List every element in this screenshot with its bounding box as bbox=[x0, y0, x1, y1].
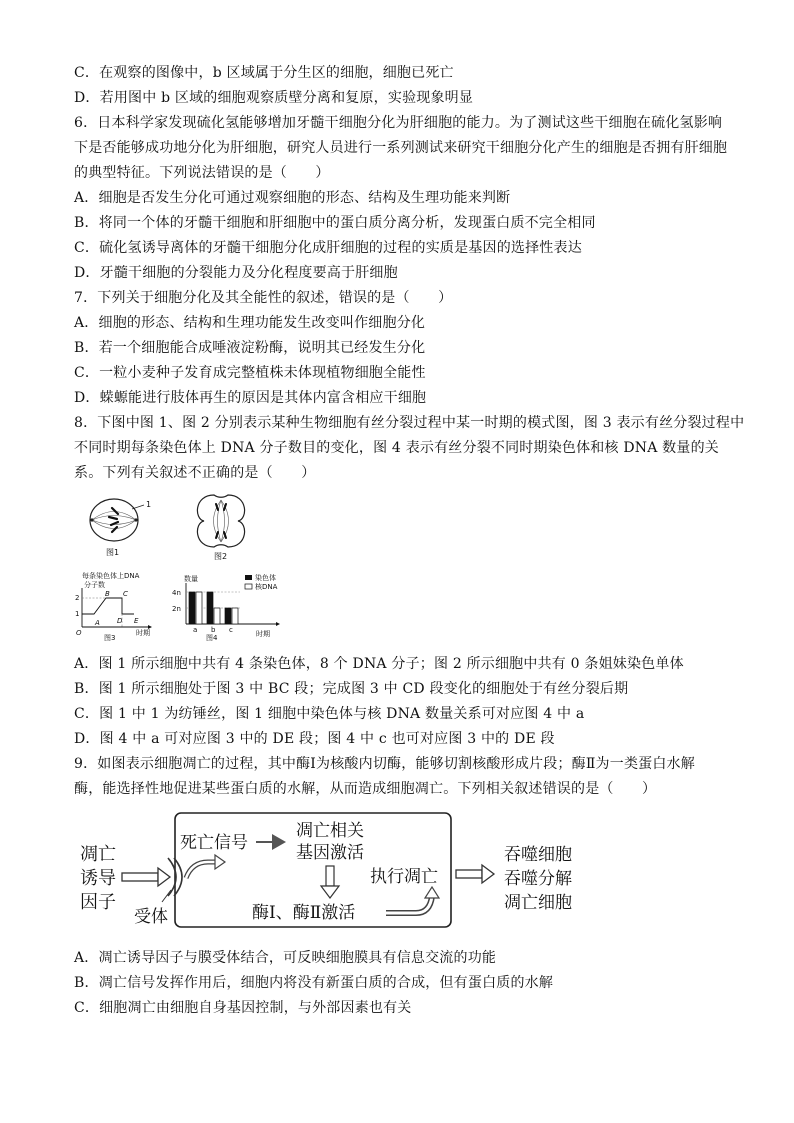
output-arrow bbox=[456, 865, 494, 883]
text-line: 的典型特征。下列说法错误的是（ ） bbox=[74, 165, 330, 181]
option-b: B．若一个细胞能合成唾液淀粉酶，说明其已经发生分化 bbox=[74, 340, 426, 356]
option-c: C．细胞凋亡由细胞自身基因控制，与外部因素也有关 bbox=[74, 1000, 412, 1016]
option-d: D．牙髓干细胞的分裂能力及分化程度要高于肝细胞 bbox=[74, 265, 398, 281]
figure-3-point-a: A bbox=[95, 619, 100, 627]
genes-label-1: 凋亡相关 bbox=[296, 821, 364, 841]
option-b: B．凋亡信号发挥作用后，细胞内将没有新蛋白质的合成，但有蛋白质的水解 bbox=[74, 975, 554, 991]
figure-2 bbox=[192, 492, 252, 562]
figure-2-caption: 图2 bbox=[214, 552, 228, 561]
question-6-stem: 6．日本科学家发现硫化氢能够增加牙髓干细胞分化为肝细胞的能力。为了测试这些干细胞在硫化氢影响 bbox=[74, 115, 723, 131]
option-d: D．蝾螈能进行肢体再生的原因是其体内富含相应干细胞 bbox=[74, 390, 427, 406]
y-tick-label: 2n bbox=[172, 605, 181, 613]
option-d: D．图 4 中 a 可对应图 3 中的 DE 段；图 4 中 c 也可对应图 3 中的 DE 段 bbox=[74, 731, 555, 747]
figure-3-caption: 图3 bbox=[104, 634, 116, 642]
inducer-label-1: 凋亡 bbox=[80, 844, 116, 865]
figure-3-point-e: E bbox=[134, 617, 139, 625]
y-tick-label: 4n bbox=[172, 589, 181, 597]
figure-3-tick-2: 2 bbox=[75, 594, 80, 602]
option-a: A．细胞的形态、结构和生理功能发生改变叫作细胞分化 bbox=[74, 315, 426, 331]
death-signal-label: 死亡信号 bbox=[180, 833, 248, 853]
category-label-a: a bbox=[193, 626, 198, 634]
category-label-c: c bbox=[229, 626, 233, 634]
text-line: C．在观察的图像中，b 区域属于分生区的细胞，细胞已死亡 bbox=[74, 65, 454, 81]
figure-3-ylabel-2: 分子数 bbox=[84, 581, 105, 589]
option-c: C．图 1 中 1 为纺锤丝，图 1 细胞中染色体与核 DNA 数量关系可对应图 4 中 a bbox=[74, 706, 585, 722]
figure-3-tick-1: 1 bbox=[75, 610, 80, 618]
text-line: 不同时期每条染色体上 DNA 分子数目的变化，图 4 表示有丝分裂不同时期染色体和核 DNA 数量的关 bbox=[74, 440, 719, 456]
phagocyte-label-1: 吞噬细胞 bbox=[504, 845, 572, 865]
figure-3-point-d: D bbox=[117, 617, 123, 625]
question-9-stem: 9．如图表示细胞凋亡的过程，其中酶Ⅰ为核酸内切酶，能够切割核酸形成片段；酶Ⅱ为一类蛋白水解 bbox=[74, 756, 695, 772]
figure-3-origin: O bbox=[76, 629, 82, 637]
enzymes-label: 酶Ⅰ、酶Ⅱ激活 bbox=[252, 903, 356, 923]
genes-label-2: 基因激活 bbox=[296, 843, 364, 863]
option-b: B．将同一个体的牙髓干细胞和肝细胞中的蛋白质分离分析，发现蛋白质不完全相同 bbox=[74, 215, 596, 231]
option-c: C．硫化氢诱导离体的牙髓干细胞分化成肝细胞的过程的实质是基因的选择性表达 bbox=[74, 240, 582, 256]
option-a: A．细胞是否发生分化可通过观察细胞的形态、结构及生理功能来判断 bbox=[74, 190, 511, 206]
figure-4-chart bbox=[170, 568, 290, 644]
figure-1-label-1: 1 bbox=[146, 500, 152, 509]
bar-c-dna bbox=[232, 608, 238, 624]
text-line: 下是否能够成功地分化为肝细胞，研究人员进行一系列测试来研究干细胞分化产生的细胞是否拥有肝细胞 bbox=[74, 140, 728, 156]
option-b: B．图 1 所示细胞处于图 3 中 BC 段；完成图 3 中 CD 段变化的细胞处于有丝分裂后期 bbox=[74, 681, 629, 697]
phagocyte-label-2: 吞噬分解 bbox=[504, 869, 572, 889]
figure-3-ylabel: 每条染色体上DNA bbox=[82, 572, 140, 580]
question-7-stem: 7．下列关于细胞分化及其全能性的叙述，错误的是（ ） bbox=[74, 290, 453, 306]
inducer-label-2: 诱导 bbox=[80, 868, 116, 889]
execute-label: 执行凋亡 bbox=[370, 867, 438, 887]
figure-4-ylabel: 数量 bbox=[184, 575, 198, 583]
phagocyte-label-3: 凋亡细胞 bbox=[504, 893, 572, 913]
text-line: 酶，能选择性地促进某些蛋白质的水解，从而造成细胞凋亡。下列相关叙述错误的是（ ） bbox=[74, 781, 657, 797]
bar-a-dna bbox=[196, 592, 202, 624]
receptor-label: 受体 bbox=[134, 907, 168, 927]
option-a: A．图 1 所示细胞中共有 4 条染色体，8 个 DNA 分子；图 2 所示细胞中共有 0 条姐妹染色单体 bbox=[74, 656, 684, 672]
figure-1-caption: 图1 bbox=[106, 548, 120, 557]
figure-3-point-c: C bbox=[123, 590, 128, 598]
enzymes-to-execute-arrow bbox=[386, 887, 439, 913]
figure-4-caption: 图4 bbox=[206, 634, 218, 642]
inducer-label-3: 因子 bbox=[80, 892, 116, 913]
text-line: 系。下列有关叙述不正确的是（ ） bbox=[74, 465, 316, 481]
bar-a-chromosome bbox=[189, 592, 195, 624]
legend-swatch-chromosome bbox=[245, 575, 252, 580]
figure-4-xlabel: 时期 bbox=[256, 630, 270, 638]
option-a: A．凋亡诱导因子与膜受体结合，可反映细胞膜具有信息交流的功能 bbox=[74, 950, 497, 966]
option-c: C．一粒小麦种子发育成完整植株未体现植物细胞全能性 bbox=[74, 365, 426, 381]
inducer-arrow bbox=[122, 868, 170, 886]
bar-b-dna bbox=[214, 608, 220, 624]
figure-3-point-b: B bbox=[105, 590, 110, 598]
figure-1 bbox=[82, 495, 162, 561]
legend-label-dna: 核DNA bbox=[255, 583, 278, 591]
apoptosis-flow-diagram bbox=[74, 810, 614, 940]
legend-label-chromosome: 染色体 bbox=[255, 574, 276, 582]
category-label-b: b bbox=[211, 626, 216, 634]
bar-c-chromosome bbox=[225, 608, 231, 624]
down-arrow bbox=[321, 866, 339, 898]
legend-swatch-dna bbox=[245, 584, 252, 589]
question-8-stem: 8．下图中图 1、图 2 分别表示某种生物细胞有丝分裂过程中某一时期的模式图，图 3 表示有丝分裂过程中 bbox=[74, 415, 745, 431]
figure-3 bbox=[74, 568, 162, 642]
bar-b-chromosome bbox=[207, 592, 213, 624]
figure-3-xlabel: 时期 bbox=[136, 629, 150, 637]
text-line: D．若用图中 b 区域的细胞观察质壁分离和复原，实验现象明显 bbox=[74, 90, 474, 106]
